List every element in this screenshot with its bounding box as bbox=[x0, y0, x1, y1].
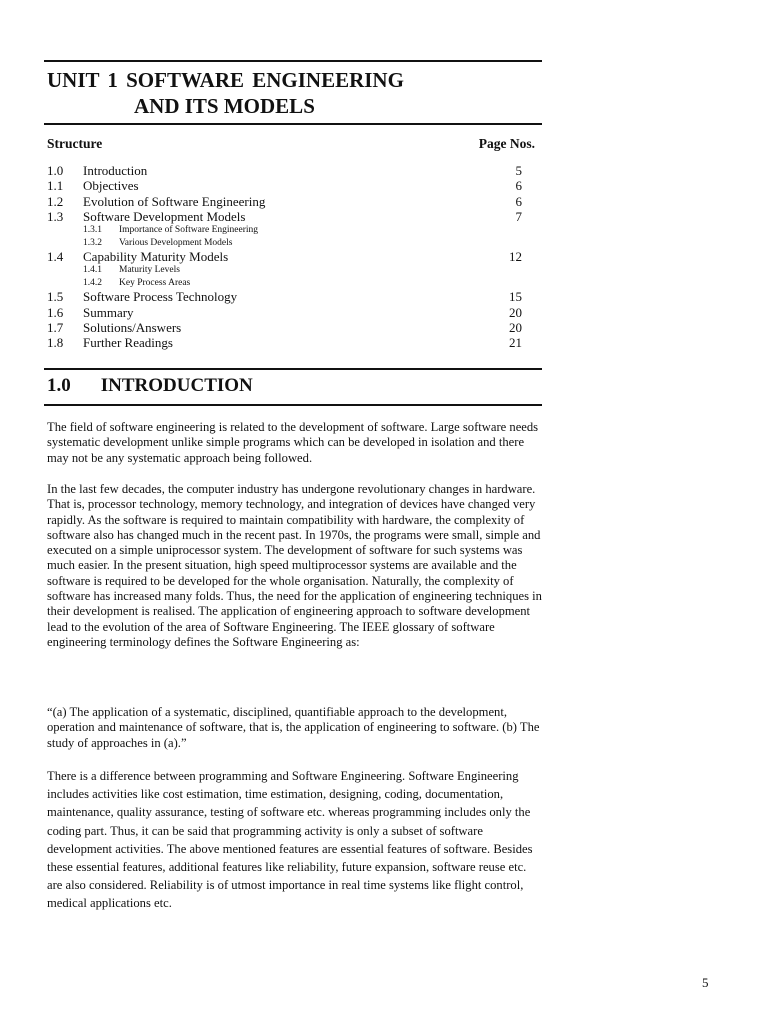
toc-subitem[interactable] bbox=[47, 264, 522, 277]
toc-title: Introduction bbox=[83, 163, 148, 178]
paragraph: The field of software engineering is related to the development of software. Large software needs systematic development unlike simple programs which can be developed in isolation and there may not be any systematic approach being followed. bbox=[47, 420, 539, 465]
toc-number: 1.3.2 bbox=[83, 237, 102, 248]
toc-subitem[interactable] bbox=[47, 224, 522, 237]
toc-number: 1.4 bbox=[47, 249, 64, 265]
toc-title: Software Process Technology bbox=[83, 289, 238, 305]
unit-heading-line-1: UNIT 1 SOFTWARE ENGINEERING bbox=[47, 68, 404, 92]
toc-number: 1.4.1 bbox=[83, 265, 102, 276]
toc-number: 1.8 bbox=[47, 335, 64, 351]
toc-page: 12 bbox=[509, 249, 522, 265]
toc-number: 1.7 bbox=[47, 320, 64, 336]
toc-title: Evolution of Software Engineering bbox=[83, 193, 266, 209]
toc-page: 6 bbox=[515, 193, 522, 209]
section-top-rule bbox=[44, 368, 542, 370]
section-bottom-rule bbox=[44, 404, 542, 406]
toc-number: 1.4.2 bbox=[83, 277, 102, 288]
toc-title: Summary bbox=[83, 304, 134, 320]
toc-item[interactable] bbox=[47, 289, 522, 304]
section-number: 1.0 bbox=[47, 375, 71, 396]
toc-page: 5 bbox=[515, 163, 522, 178]
toc-title: Maturity Levels bbox=[119, 265, 180, 276]
toc-page: 15 bbox=[509, 289, 522, 305]
toc-number: 1.5 bbox=[47, 289, 64, 305]
toc-title: Key Process Areas bbox=[119, 277, 191, 288]
paragraph: In the last few decades, the computer industry has undergone revolutionary changes in hardware. That is, processor technology, memory technology, and integration of devices have changed very rapidly. As the software is required to maintain compatibility with hardware, the complexity of software also has changed much in the recent past. In 1970s, the programs were small, simple and executed on a simple uniprocessor system. The development of software for such systems was much easier. In the present situation, high speed multiprocessor systems are available and the software is required to be developed for the whole organisation. Naturally, the complexity of software has increased many folds. Thus, the need for the application of engineering techniques in their development is realised. The application of engineering approach to software development lead to the evolution of the area of Software Engineering. The IEEE glossary of software engineering terminology defines the Software Engineering as: bbox=[47, 482, 542, 649]
toc-title: Objectives bbox=[83, 178, 139, 194]
toc-title: Capability Maturity Models bbox=[83, 249, 229, 265]
structure-header bbox=[47, 136, 535, 152]
toc-page: 20 bbox=[509, 320, 522, 336]
toc-item[interactable] bbox=[47, 320, 522, 335]
toc-title: Further Readings bbox=[83, 335, 173, 351]
toc-title: Importance of Software Engineering bbox=[119, 225, 259, 236]
toc-page: 7 bbox=[515, 208, 522, 224]
toc-number: 1.6 bbox=[47, 304, 64, 320]
unit-heading-rule bbox=[44, 123, 542, 125]
toc-title: Software Development Models bbox=[83, 208, 246, 224]
toc-number: 1.3.1 bbox=[83, 225, 102, 236]
table-of-contents bbox=[47, 163, 522, 351]
page-number: 5 bbox=[702, 975, 709, 990]
toc-subitem[interactable] bbox=[47, 277, 522, 290]
toc-page: 21 bbox=[509, 335, 522, 351]
unit-heading-line-2: AND ITS MODELS bbox=[134, 94, 315, 118]
paragraph: There is a difference between programming and Software Engineering. Software Engineering includes activities like cost estimation, time estimation, designing, coding, documentation, maintenance, quality assurance, testing of software etc. whereas programming includes only the coding part. Thus, it can be said that programming activity is only a subset of software development activities. The above mentioned features are essential features of software. Besides these essential features, additional features like reliability, future expansion, software reuse etc. are also considered. Reliability is of utmost importance in real time systems like flight control, medical applications etc. bbox=[47, 769, 533, 911]
page-nos-label: Page Nos. bbox=[478, 136, 535, 151]
section-title: INTRODUCTION bbox=[100, 375, 253, 396]
toc-item[interactable] bbox=[47, 194, 522, 209]
toc-item[interactable] bbox=[47, 209, 522, 224]
section-heading bbox=[47, 375, 253, 397]
toc-item[interactable] bbox=[47, 249, 522, 264]
toc-subitem[interactable] bbox=[47, 237, 522, 250]
toc-number: 1.0 bbox=[47, 163, 64, 178]
toc-item[interactable] bbox=[47, 178, 522, 193]
toc-item[interactable] bbox=[47, 163, 522, 178]
toc-number: 1.3 bbox=[47, 208, 64, 224]
toc-page: 6 bbox=[515, 178, 522, 194]
toc-item[interactable] bbox=[47, 335, 522, 350]
toc-title: Various Development Models bbox=[119, 237, 233, 248]
toc-number: 1.1 bbox=[47, 178, 64, 194]
toc-title: Solutions/Answers bbox=[83, 320, 182, 336]
toc-item[interactable] bbox=[47, 305, 522, 320]
toc-number: 1.2 bbox=[47, 193, 64, 209]
quote-paragraph: “(a) The application of a systematic, disciplined, quantifiable approach to the development, operation and maintenance of software, that is, the application of engineering to software. (b) The study of approaches in (a).” bbox=[47, 705, 540, 750]
structure-label: Structure bbox=[47, 136, 103, 151]
top-rule bbox=[44, 60, 542, 62]
toc-page: 20 bbox=[509, 304, 522, 320]
